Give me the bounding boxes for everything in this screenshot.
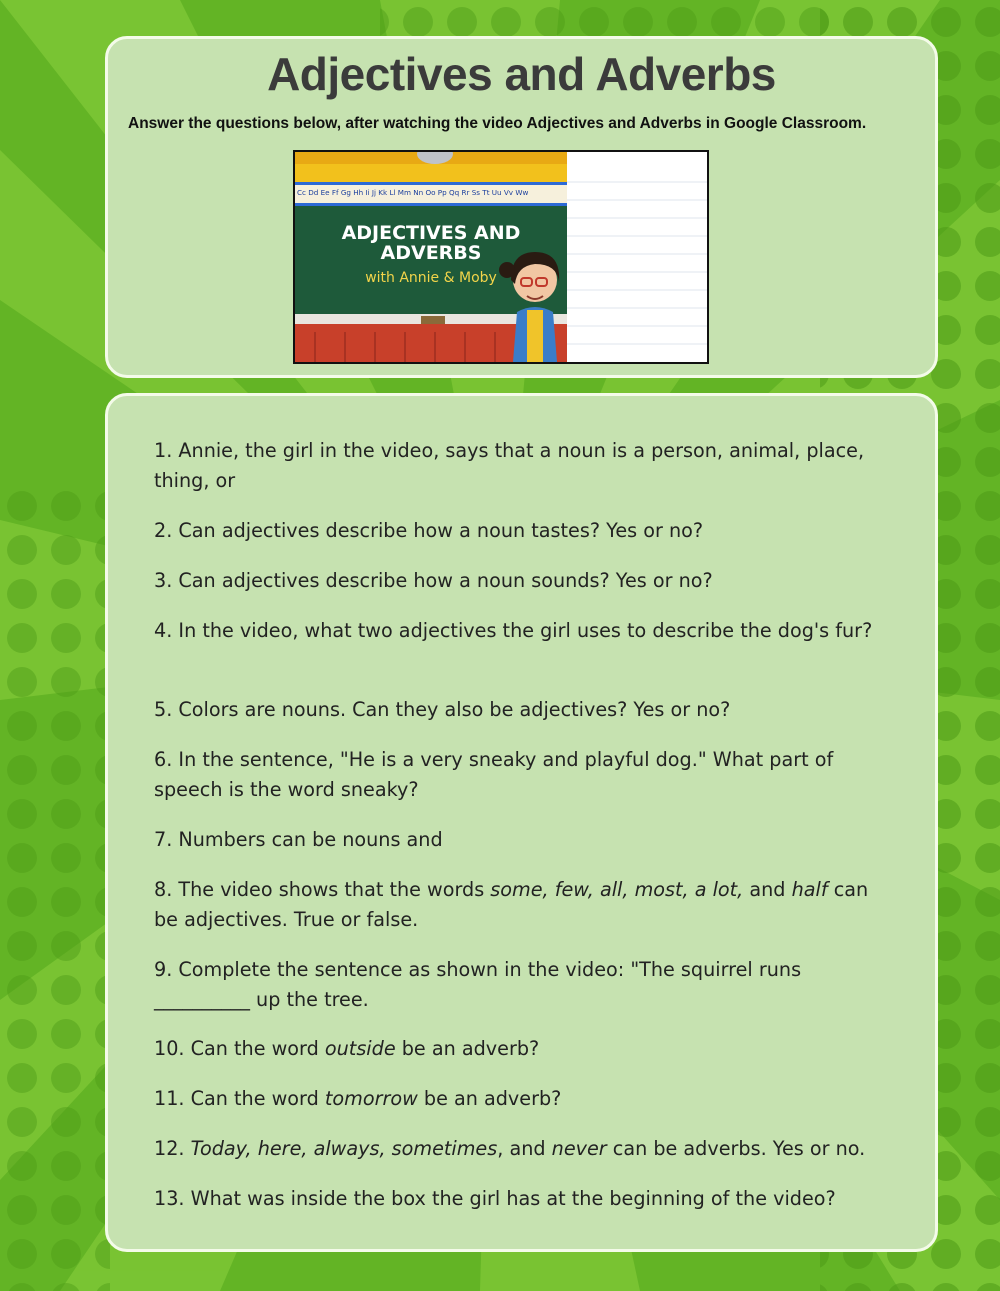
video-title-line-1: ADJECTIVES AND [341,222,521,244]
question-9: 9. Complete the sentence as shown in the video: "The squirrel runs __________ up the tree. [154,958,802,1011]
video-title-line-2: ADVERBS [380,242,482,264]
instructions: Answer the questions below, after watching the video Adjectives and Adverbs in Google Classroom. [128,115,867,132]
questions-panel [105,393,938,1252]
alphabet-strip: Cc Dd Ee Ff Gg Hh Ii Jj Kk Ll Mm Nn Oo Pp Qq Rr Ss Tt Uu Vv Ww [297,188,529,197]
question-13: 13. What was inside the box the girl has at the beginning of the video? [154,1187,836,1210]
question-6: 6. In the sentence, "He is a very sneaky and playful dog." What part of speech is the word sneaky? [154,748,834,801]
video-thumbnail[interactable] [293,150,709,364]
question-11: 11. Can the word tomorrow be an adverb? [154,1087,562,1110]
question-4: 4. In the video, what two adjectives the girl uses to describe the dog's fur? [154,619,873,642]
question-5: 5. Colors are nouns. Can they also be adjectives? Yes or no? [154,698,731,721]
page-title: Adjectives and Adverbs [267,48,776,100]
question-7: 7. Numbers can be nouns and [154,828,443,851]
question-2: 2. Can adjectives describe how a noun tastes? Yes or no? [154,519,704,542]
question-10: 10. Can the word outside be an adverb? [154,1037,540,1060]
question-1: 1. Annie, the girl in the video, says that a noun is a person, animal, place, thing, or [154,439,865,492]
question-12: 12. Today, here, always, sometimes, and never can be adverbs. Yes or no. [154,1137,866,1160]
video-subtitle: with Annie & Moby [365,270,497,286]
question-8: 8. The video shows that the words some, few, all, most, a lot, and half can be adjectives. True or false. [154,878,869,931]
header-panel [105,36,938,378]
question-3: 3. Can adjectives describe how a noun sounds? Yes or no? [154,569,713,592]
